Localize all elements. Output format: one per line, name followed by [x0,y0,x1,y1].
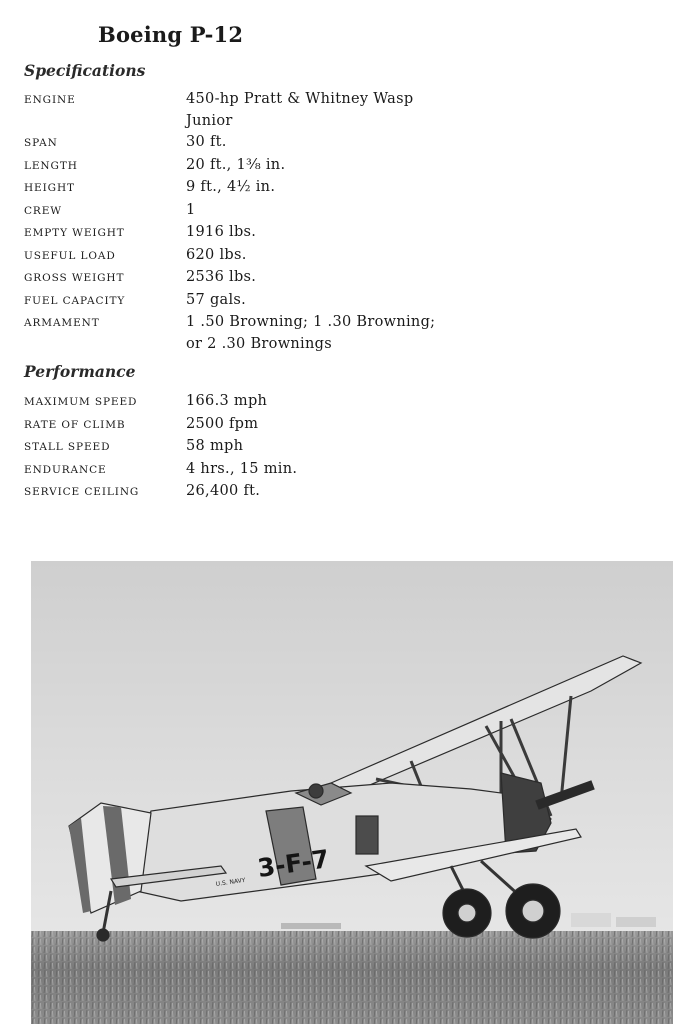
spec-label: LENGTH [24,159,78,172]
spec-row-gross-weight [24,267,484,290]
spec-value: 1916 lbs. [186,224,257,240]
performance-table [24,391,484,504]
perf-value: 4 hrs., 15 min. [186,460,298,477]
specifications-heading: Specifications [24,61,146,80]
spec-row-length [24,155,484,178]
specifications-table [24,89,484,355]
perf-value: 26,400 ft. [186,483,261,499]
aircraft-photo [31,561,673,1024]
spec-row-empty-weight [24,222,484,245]
spec-row-fuel-capacity [24,290,484,313]
spec-value: 9 ft., 4½ in. [186,179,276,195]
tail-marking: U.S. NAVY [215,876,246,888]
perf-value: 58 mph [186,438,244,454]
aircraft-illustration [31,561,673,1024]
spec-value: 1 [186,201,196,218]
spec-label: FUEL CAPACITY [24,294,126,307]
spec-label: SPAN [24,137,58,149]
spec-value: 450-hp Pratt & Whitney Wasp Junior [186,91,414,129]
spec-value: 620 lbs. [186,246,247,263]
perf-row-rate-of-climb [24,414,484,437]
perf-label: SERVICE CEILING [24,486,140,498]
spec-label: ENGINE [24,94,76,106]
spec-label: USEFUL LOAD [24,249,116,262]
perf-label: ENDURANCE [24,463,107,476]
spec-label: EMPTY WEIGHT [24,227,125,239]
spec-row-height [24,177,484,200]
spec-label: CREW [24,204,62,217]
perf-value: 2500 fpm [186,415,259,432]
perf-row-stall-speed [24,436,484,459]
spec-label: ARMAMENT [24,317,100,329]
perf-row-service-ceiling [24,481,484,504]
perf-label: RATE OF CLIMB [24,418,126,431]
spec-row-span [24,132,484,155]
spec-label: HEIGHT [24,182,75,194]
spec-value: 20 ft., 1³⁄₈ in. [186,156,286,173]
spec-value: 2536 lbs. [186,269,257,285]
fuselage-marking: 3-F-7 [255,844,331,883]
performance-heading: Performance [24,362,136,381]
spec-row-engine [24,89,484,132]
spec-value: 1 .50 Browning; 1 .30 Browning; or 2 .30 Brownings [186,314,436,352]
spec-row-crew [24,200,484,223]
page-title: Boeing P-12 [98,22,244,47]
perf-label: STALL SPEED [24,441,111,453]
perf-row-endurance [24,459,484,482]
spec-value: 30 ft. [186,134,227,150]
spec-row-useful-load [24,245,484,268]
spec-value: 57 gals. [186,291,247,308]
perf-value: 166.3 mph [186,393,268,409]
perf-label: MAXIMUM SPEED [24,396,138,408]
perf-row-maximum-speed [24,391,484,414]
spec-label: GROSS WEIGHT [24,272,125,284]
spec-row-armament [24,312,484,355]
